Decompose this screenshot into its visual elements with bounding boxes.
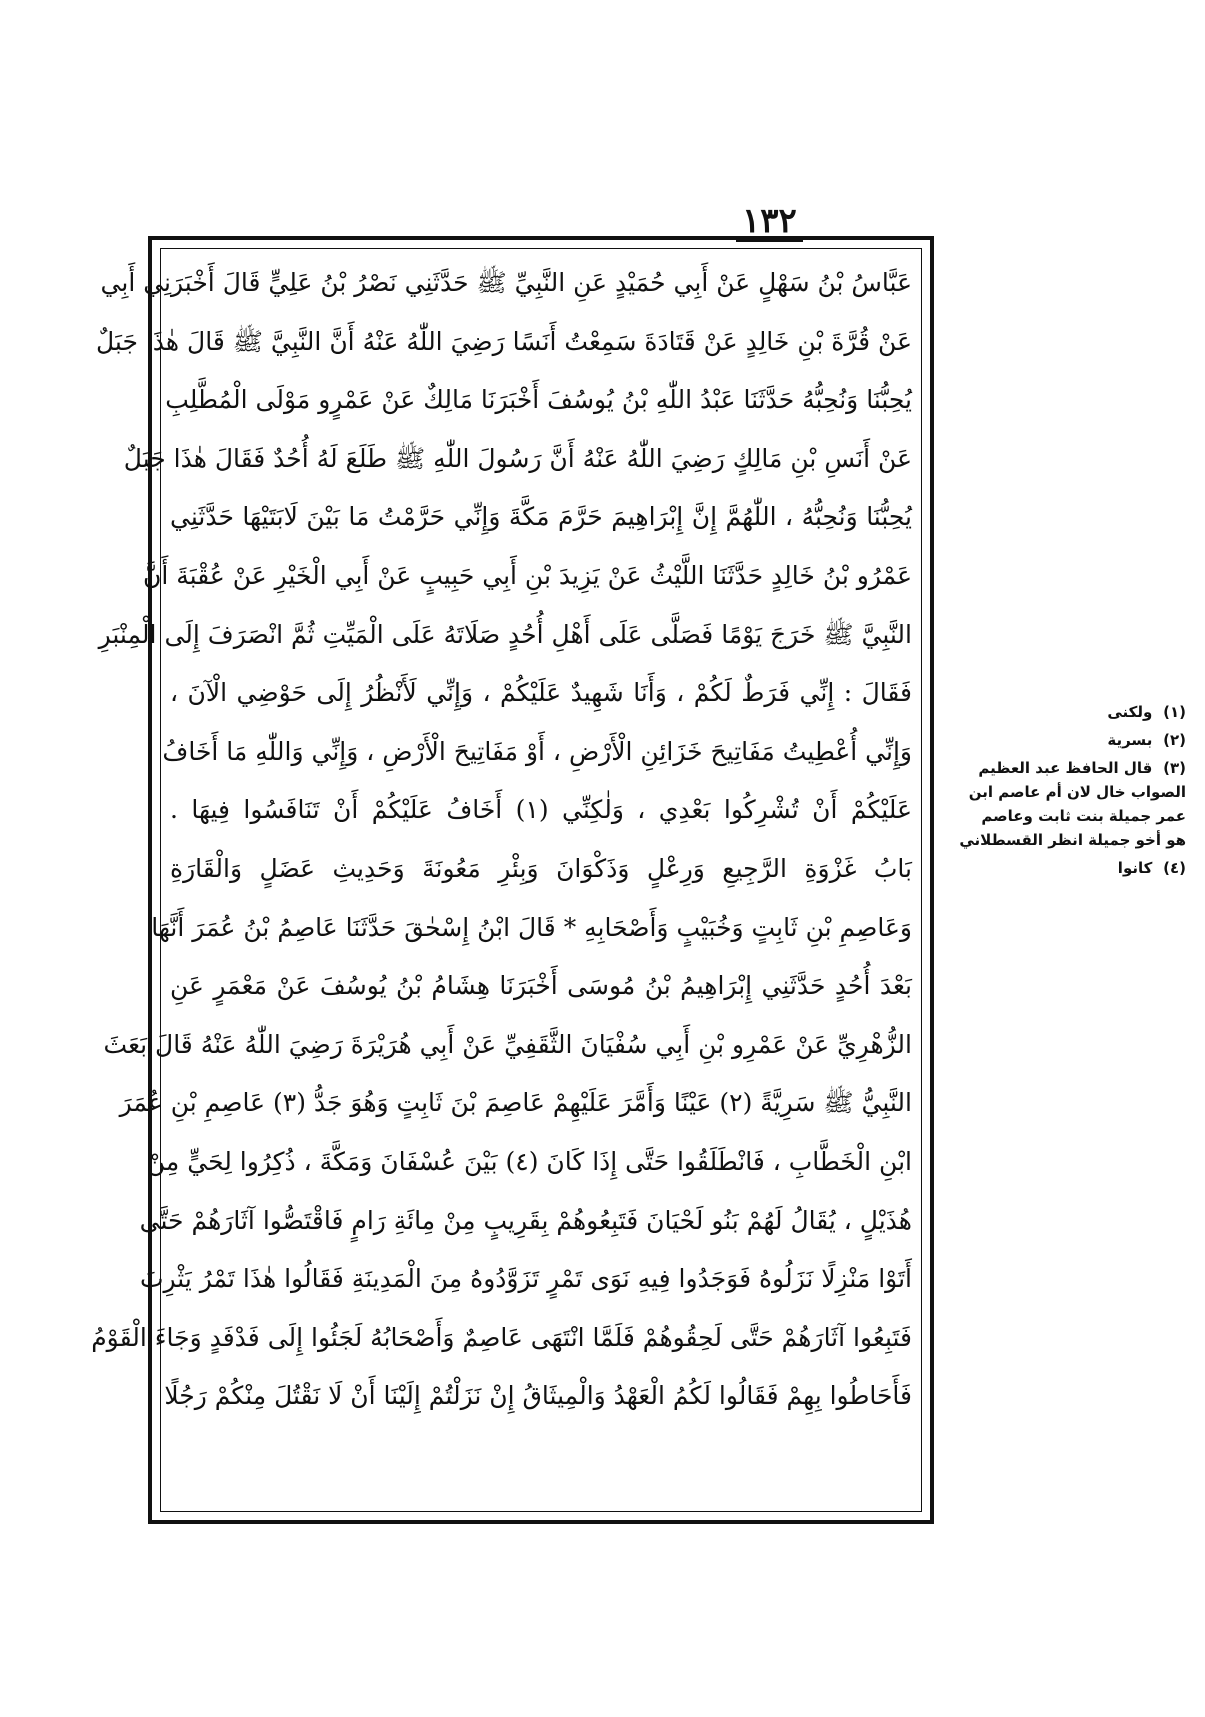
text-line-6: عَمْرُو بْنُ خَالِدٍ حَدَّثَنَا اللَّيْثُ عَنْ يَزِيدَ بْنِ أَبِي حَبِيبٍ عَنْ أَبِي الْخَيْرِ عَنْ عُقْبَةَ أَنَّ (143, 560, 912, 590)
text-line-4: عَنْ أَنَسِ بْنِ مَالِكٍ رَضِيَ اللّٰهُ عَنْهُ أَنَّ رَسُولَ اللّٰهِ ﷺ طَلَعَ لَهُ أُحُدٌ فَقَالَ هٰذَا جَبَلٌ (123, 443, 912, 473)
footnote-2 (958, 728, 1186, 752)
text-line-20: فَأَحَاطُوا بِهِمْ فَقَالُوا لَكُمُ الْعَهْدُ وَالْمِيثَاقُ إِنْ نَزَلْتُمْ إِلَيْنَا أَنْ لَا نَقْتُلَ مِنْكُمْ رَجُلًا (164, 1381, 912, 1411)
text-line-7: النَّبِيَّ ﷺ خَرَجَ يَوْمًا فَصَلَّى عَلَى أَهْلِ أُحُدٍ صَلَاتَهُ عَلَى الْمَيِّتِ ثُمَّ انْصَرَفَ إِلَى الْمِنْبَرِ (98, 619, 912, 649)
text-line-13: بَعْدَ أُحُدٍ حَدَّثَنِي إِبْرَاهِيمُ بْنُ مُوسَى أَخْبَرَنَا هِشَامُ بْنُ يُوسُفَ عَنْ مَعْمَرٍ عَنِ (170, 971, 912, 1001)
chapter-heading-line: بَابُ غَزْوَةِ الرَّجِيعِ وَرِعْلٍ وَذَكْوَانَ وَبِئْرِ مَعُونَةَ وَحَدِيثِ عَضَلٍ وَالْقَارَةِ (170, 853, 912, 883)
text-line-18: أَتَوْا مَنْزِلًا نَزَلُوهُ فَوَجَدُوا فِيهِ نَوَى تَمْرٍ تَزَوَّدُوهُ مِنَ الْمَدِينَةِ فَقَالُوا هٰذَا تَمْرُ يَثْرِبَ (139, 1264, 912, 1294)
footnote-1 (958, 700, 1186, 724)
footnote-3 (958, 756, 1186, 852)
page-number: ١٣٢ (736, 204, 803, 242)
text-line-8: فَقَالَ : إِنِّي فَرَطٌ لَكُمْ ، وَأَنَا شَهِيدٌ عَلَيْكُمْ ، وَإِنِّي لَأَنْظُرُ إِلَى حَوْضِي الْآنَ ، (170, 678, 912, 708)
text-frame (91, 236, 934, 1524)
text-line-19: فَتَبِعُوا آثَارَهُمْ حَتَّى لَحِقُوهُمْ فَلَمَّا انْتَهَى عَاصِمٌ وَأَصْحَابُهُ لَجَئُوا إِلَى فَدْفَدٍ وَجَاءَ الْقَوْمُ (91, 1322, 912, 1352)
text-line-2: عَنْ قُرَّةَ بْنِ خَالِدٍ عَنْ قَتَادَةَ سَمِعْتُ أَنَسًا رَضِيَ اللّٰهُ عَنْهُ أَنَّ النَّبِيَّ ﷺ قَالَ هٰذَا جَبَلٌ (95, 326, 912, 356)
text-line-1: عَبَّاسُ بْنُ سَهْلٍ عَنْ أَبِي حُمَيْدٍ عَنِ النَّبِيِّ ﷺ حَدَّثَنِي نَصْرُ بْنُ عَلِيٍّ قَالَ أَخْبَرَنِي أَبِي (100, 268, 912, 297)
footnote-text: قال الحافظ عبد العظيم الصواب خال لان أم عاصم ابن عمر جميلة بنت ثابت وعاصم هو أخو جميلة انظر القسطلاني (959, 759, 1186, 849)
footnote-text: كانوا (1117, 859, 1153, 877)
text-line-17: هُذَيْلٍ ، يُقَالُ لَهُمْ بَنُو لَحْيَانَ فَتَبِعُوهُمْ بِقَرِيبٍ مِنْ مِائَةِ رَامٍ فَاقْتَصُّوا آثَارَهُمْ حَتَّى (139, 1205, 912, 1235)
footnote-4 (958, 856, 1186, 880)
footnote-number: (١) (1163, 703, 1186, 721)
margin-footnotes (958, 700, 1186, 884)
footnote-text: ولكنى (1107, 703, 1153, 721)
text-line-16: ابْنِ الْخَطَّابِ ، فَانْطَلَقُوا حَتَّى إِذَا كَانَ (٤) بَيْنَ عُسْفَانَ وَمَكَّةَ ، ذُكِرُوا لِحَيٍّ مِنْ (146, 1146, 912, 1176)
main-text (91, 254, 912, 1508)
text-line-12: وَعَاصِمِ بْنِ ثَابِتٍ وَخُبَيْبٍ وَأَصْحَابِهِ * قَالَ ابْنُ إِسْحٰقَ حَدَّثَنَا عَاصِمُ بْنُ عُمَرَ أَنَّهَا (151, 912, 912, 942)
text-line-10: عَلَيْكُمْ أَنْ تُشْرِكُوا بَعْدِي ، وَلٰكِنِّي (١) أَخَافُ عَلَيْكُمْ أَنْ تَنَافَسُوا فِيهَا . (170, 795, 912, 825)
footnote-number: (٢) (1163, 731, 1186, 749)
text-line-3: يُحِبُّنَا وَنُحِبُّهُ حَدَّثَنَا عَبْدُ اللّٰهِ بْنُ يُوسُفَ أَخْبَرَنَا مَالِكٌ عَنْ عَمْرٍو مَوْلَى الْمُطَّلِبِ (165, 385, 912, 415)
footnote-number: (٤) (1163, 859, 1186, 877)
text-line-5: يُحِبُّنَا وَنُحِبُّهُ ، اللّٰهُمَّ إِنَّ إِبْرَاهِيمَ حَرَّمَ مَكَّةَ وَإِنِّي حَرَّمْتُ مَا بَيْنَ لَابَتَيْهَا حَدَّثَنِي (170, 502, 912, 532)
text-line-15: النَّبِيُّ ﷺ سَرِيَّةً (٢) عَيْنًا وَأَمَّرَ عَلَيْهِمْ عَاصِمَ بْنَ ثَابِتٍ وَهُوَ جَدُّ (٣) عَاصِمِ بْنِ عُمَرَ (119, 1088, 912, 1118)
text-line-9: وَإِنِّي أُعْطِيتُ مَفَاتِيحَ خَزَائِنِ الْأَرْضِ ، أَوْ مَفَاتِيحَ الْأَرْضِ ، وَإِنِّي وَاللّٰهِ مَا أَخَافُ (162, 736, 912, 766)
footnote-text: بسرية (1107, 731, 1153, 749)
text-line-14: الزُّهْرِيِّ عَنْ عَمْرِو بْنِ أَبِي سُفْيَانَ الثَّقَفِيِّ عَنْ أَبِي هُرَيْرَةَ رَضِيَ اللّٰهُ عَنْهُ قَالَ بَعَثَ (103, 1029, 912, 1059)
footnote-number: (٣) (1163, 759, 1186, 777)
